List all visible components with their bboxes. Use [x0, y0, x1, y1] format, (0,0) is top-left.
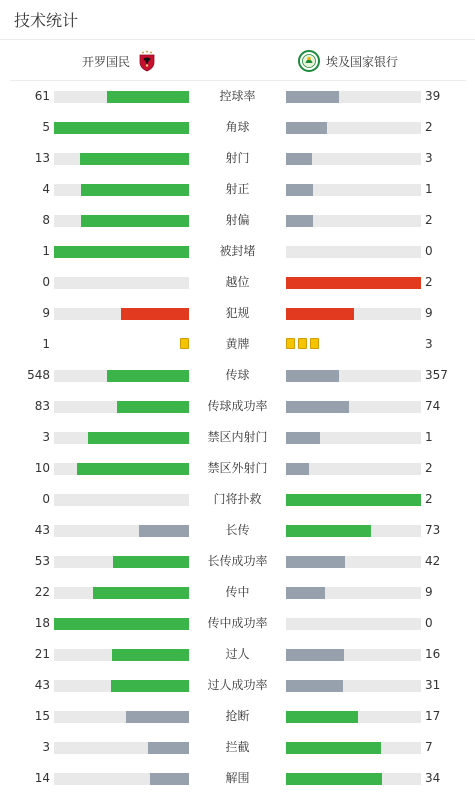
away-stat-bar — [286, 556, 421, 568]
stat-label: 越位 — [225, 275, 250, 289]
away-stat-bar — [286, 432, 421, 444]
away-stat-bar — [286, 370, 421, 382]
away-stat-value: 0 — [425, 616, 433, 630]
away-stat-bar — [286, 680, 421, 692]
away-stat-value: 0 — [425, 244, 433, 258]
home-stat-bar-fill — [107, 91, 189, 103]
home-stat-value: 83 — [34, 399, 50, 413]
home-stat-bar-fill — [54, 122, 189, 134]
away-stat-bar-fill — [286, 184, 313, 196]
stat-row — [0, 701, 475, 732]
home-stat-bar — [54, 277, 189, 289]
stat-label: 射门 — [225, 151, 250, 165]
national-bank-egypt-logo-icon — [298, 50, 320, 72]
home-stat-bar-fill — [126, 711, 189, 723]
stats-list — [0, 81, 475, 794]
away-stat-value: 2 — [425, 213, 433, 227]
away-stat-bar-fill — [286, 432, 320, 444]
away-stat-bar — [286, 215, 421, 227]
away-stat-value: 42 — [425, 554, 441, 568]
away-stat-value: 2 — [425, 461, 433, 475]
home-stat-bar-fill — [88, 432, 189, 444]
stat-label: 传中 — [225, 585, 250, 599]
home-stat-bar-fill — [113, 556, 189, 568]
away-stat-bar — [286, 246, 421, 258]
home-team[interactable] — [10, 41, 230, 81]
away-stat-bar — [286, 618, 421, 630]
away-stat-bar — [286, 649, 421, 661]
stat-row — [0, 205, 475, 236]
stat-row — [0, 391, 475, 422]
stat-label: 黄牌 — [225, 337, 250, 351]
stat-row — [0, 112, 475, 143]
home-stat-value: 43 — [34, 678, 50, 692]
away-stat-bar — [286, 525, 421, 537]
home-team-name: 开罗国民 — [81, 54, 130, 69]
stats-header — [0, 0, 475, 40]
away-stat-bar-fill — [286, 370, 339, 382]
away-stat-value: 39 — [425, 89, 441, 103]
stat-label: 禁区外射门 — [207, 461, 268, 475]
home-stat-value: 3 — [42, 740, 50, 754]
home-stat-value: 8 — [42, 213, 50, 227]
home-stat-value: 14 — [34, 771, 50, 785]
stat-label: 传中成功率 — [207, 616, 268, 630]
home-stat-bar-fill — [93, 587, 189, 599]
home-stat-value: 13 — [34, 151, 50, 165]
home-stat-bar — [54, 773, 189, 785]
away-stat-bar — [286, 153, 421, 165]
home-stat-value: 53 — [34, 554, 50, 568]
away-stat-bar-fill — [286, 680, 343, 692]
away-stat-value: 9 — [425, 306, 433, 320]
teams-header — [10, 41, 466, 81]
home-stat-bar-fill — [81, 215, 189, 227]
stat-row — [0, 608, 475, 639]
stat-label: 控球率 — [219, 89, 256, 103]
home-stat-bar — [54, 525, 189, 537]
page-title: 技术统计 — [14, 11, 79, 30]
away-stat-bar-fill — [286, 773, 382, 785]
away-team-name: 埃及国家银行 — [325, 54, 398, 69]
away-stat-bar-fill — [286, 308, 354, 320]
home-yellow-cards — [54, 338, 189, 351]
home-stat-bar-fill — [150, 773, 189, 785]
stat-row — [0, 484, 475, 515]
away-stat-value: 1 — [425, 182, 433, 196]
home-stat-bar — [54, 184, 189, 196]
away-stat-bar — [286, 91, 421, 103]
away-stat-bar — [286, 277, 421, 289]
home-stat-value: 10 — [34, 461, 50, 475]
home-stat-bar — [54, 122, 189, 134]
stat-row — [0, 298, 475, 329]
away-stat-value: 3 — [425, 151, 433, 165]
stat-row — [0, 236, 475, 267]
away-stat-value: 17 — [425, 709, 441, 723]
home-stat-value: 9 — [42, 306, 50, 320]
home-stat-bar — [54, 463, 189, 475]
away-stat-bar-fill — [286, 711, 358, 723]
away-stat-bar-fill — [286, 525, 371, 537]
home-stat-value: 15 — [34, 709, 50, 723]
home-stat-bar — [54, 587, 189, 599]
away-stat-bar — [286, 773, 421, 785]
home-stat-bar-fill — [107, 370, 189, 382]
away-stat-bar — [286, 587, 421, 599]
home-stat-bar-fill — [80, 153, 189, 165]
away-stat-bar-fill — [286, 649, 344, 661]
away-stat-bar-fill — [286, 153, 312, 165]
away-stat-bar — [286, 308, 421, 320]
home-stat-bar-fill — [139, 525, 189, 537]
away-stat-value: 9 — [425, 585, 433, 599]
away-stat-value: 357 — [425, 368, 448, 382]
stat-row — [0, 515, 475, 546]
away-stat-value: 2 — [425, 275, 433, 289]
away-stat-value: 74 — [425, 399, 441, 413]
stat-row — [0, 174, 475, 205]
away-stat-bar-fill — [286, 91, 339, 103]
home-stat-bar — [54, 246, 189, 258]
stat-label: 禁区内射门 — [207, 430, 268, 444]
stat-row — [0, 763, 475, 794]
stat-row — [0, 267, 475, 298]
away-stat-value: 7 — [425, 740, 433, 754]
stat-row — [0, 546, 475, 577]
away-yellow-cards — [286, 338, 421, 351]
home-stat-bar — [54, 494, 189, 506]
away-stat-bar — [286, 711, 421, 723]
home-stat-bar — [54, 618, 189, 630]
stat-label: 传球成功率 — [207, 399, 268, 413]
home-stat-bar-fill — [54, 618, 189, 630]
home-stat-value: 22 — [34, 585, 50, 599]
al-ahly-logo-icon — [136, 50, 158, 72]
away-stat-value: 3 — [425, 337, 433, 351]
home-stat-bar — [54, 680, 189, 692]
home-stat-bar-fill — [81, 184, 189, 196]
stat-row — [0, 143, 475, 174]
home-stat-value: 1 — [42, 244, 50, 258]
away-stat-value: 31 — [425, 678, 441, 692]
home-stat-bar — [54, 153, 189, 165]
stat-label: 犯规 — [225, 306, 250, 320]
home-stat-bar — [54, 711, 189, 723]
stat-row — [0, 453, 475, 484]
away-stat-bar-fill — [286, 277, 421, 289]
away-stat-bar — [286, 742, 421, 754]
home-stat-bar-fill — [54, 246, 189, 258]
stat-row — [0, 422, 475, 453]
away-stat-bar-fill — [286, 587, 325, 599]
home-stat-bar — [54, 215, 189, 227]
yellow-card-icon — [298, 338, 307, 349]
home-stat-value: 0 — [42, 275, 50, 289]
stat-label: 射偏 — [225, 213, 250, 227]
home-stat-bar-fill — [77, 463, 189, 475]
home-stat-value: 548 — [27, 368, 50, 382]
yellow-card-icon — [180, 338, 189, 349]
stat-label: 门将扑救 — [213, 492, 262, 506]
home-stat-bar — [54, 401, 189, 413]
away-stat-bar-fill — [286, 401, 349, 413]
stat-label: 过人成功率 — [207, 678, 268, 692]
home-stat-bar — [54, 91, 189, 103]
away-stat-bar-fill — [286, 463, 309, 475]
away-stat-bar-fill — [286, 494, 421, 506]
yellow-card-icon — [286, 338, 295, 349]
stat-label: 长传 — [225, 523, 250, 537]
home-stat-value: 3 — [42, 430, 50, 444]
stat-row — [0, 732, 475, 763]
away-stat-bar-fill — [286, 556, 345, 568]
stat-row — [0, 81, 475, 112]
away-stat-bar-fill — [286, 742, 381, 754]
away-stat-value: 73 — [425, 523, 441, 537]
home-stat-bar-fill — [148, 742, 189, 754]
away-stat-value: 16 — [425, 647, 441, 661]
home-stat-bar — [54, 649, 189, 661]
away-stat-bar — [286, 184, 421, 196]
yellow-card-icon — [310, 338, 319, 349]
stat-label: 抢断 — [225, 709, 250, 723]
stat-label: 传球 — [225, 368, 250, 382]
stat-label: 过人 — [225, 647, 250, 661]
stat-label: 角球 — [225, 120, 250, 134]
stat-row — [0, 329, 475, 360]
home-stat-value: 61 — [34, 89, 50, 103]
away-stat-value: 34 — [425, 771, 441, 785]
home-stat-value: 18 — [34, 616, 50, 630]
home-stat-bar — [54, 370, 189, 382]
home-stat-value: 21 — [34, 647, 50, 661]
stat-label: 射正 — [225, 182, 250, 196]
away-stat-value: 2 — [425, 120, 433, 134]
away-stat-bar — [286, 463, 421, 475]
stat-row — [0, 360, 475, 391]
home-stat-bar — [54, 308, 189, 320]
home-stat-value: 1 — [42, 337, 50, 351]
stat-row — [0, 670, 475, 701]
home-stat-bar — [54, 742, 189, 754]
home-stat-value: 0 — [42, 492, 50, 506]
home-stat-bar-fill — [112, 649, 189, 661]
stat-row — [0, 639, 475, 670]
away-stat-bar-fill — [286, 122, 327, 134]
home-stat-value: 4 — [42, 182, 50, 196]
stat-label: 长传成功率 — [207, 554, 268, 568]
home-stat-value: 43 — [34, 523, 50, 537]
away-stat-value: 1 — [425, 430, 433, 444]
away-stat-bar-fill — [286, 215, 313, 227]
stat-row — [0, 577, 475, 608]
stat-label: 被封堵 — [219, 244, 256, 258]
stat-label: 拦截 — [225, 740, 250, 754]
away-team[interactable] — [230, 41, 466, 81]
away-stat-value: 2 — [425, 492, 433, 506]
home-stat-bar-fill — [111, 680, 189, 692]
home-stat-bar — [54, 556, 189, 568]
home-stat-value: 5 — [42, 120, 50, 134]
away-stat-bar — [286, 494, 421, 506]
home-stat-bar-fill — [121, 308, 189, 320]
home-stat-bar-fill — [117, 401, 189, 413]
away-stat-bar — [286, 122, 421, 134]
away-stat-bar — [286, 401, 421, 413]
home-stat-bar — [54, 432, 189, 444]
stat-label: 解围 — [225, 771, 250, 785]
